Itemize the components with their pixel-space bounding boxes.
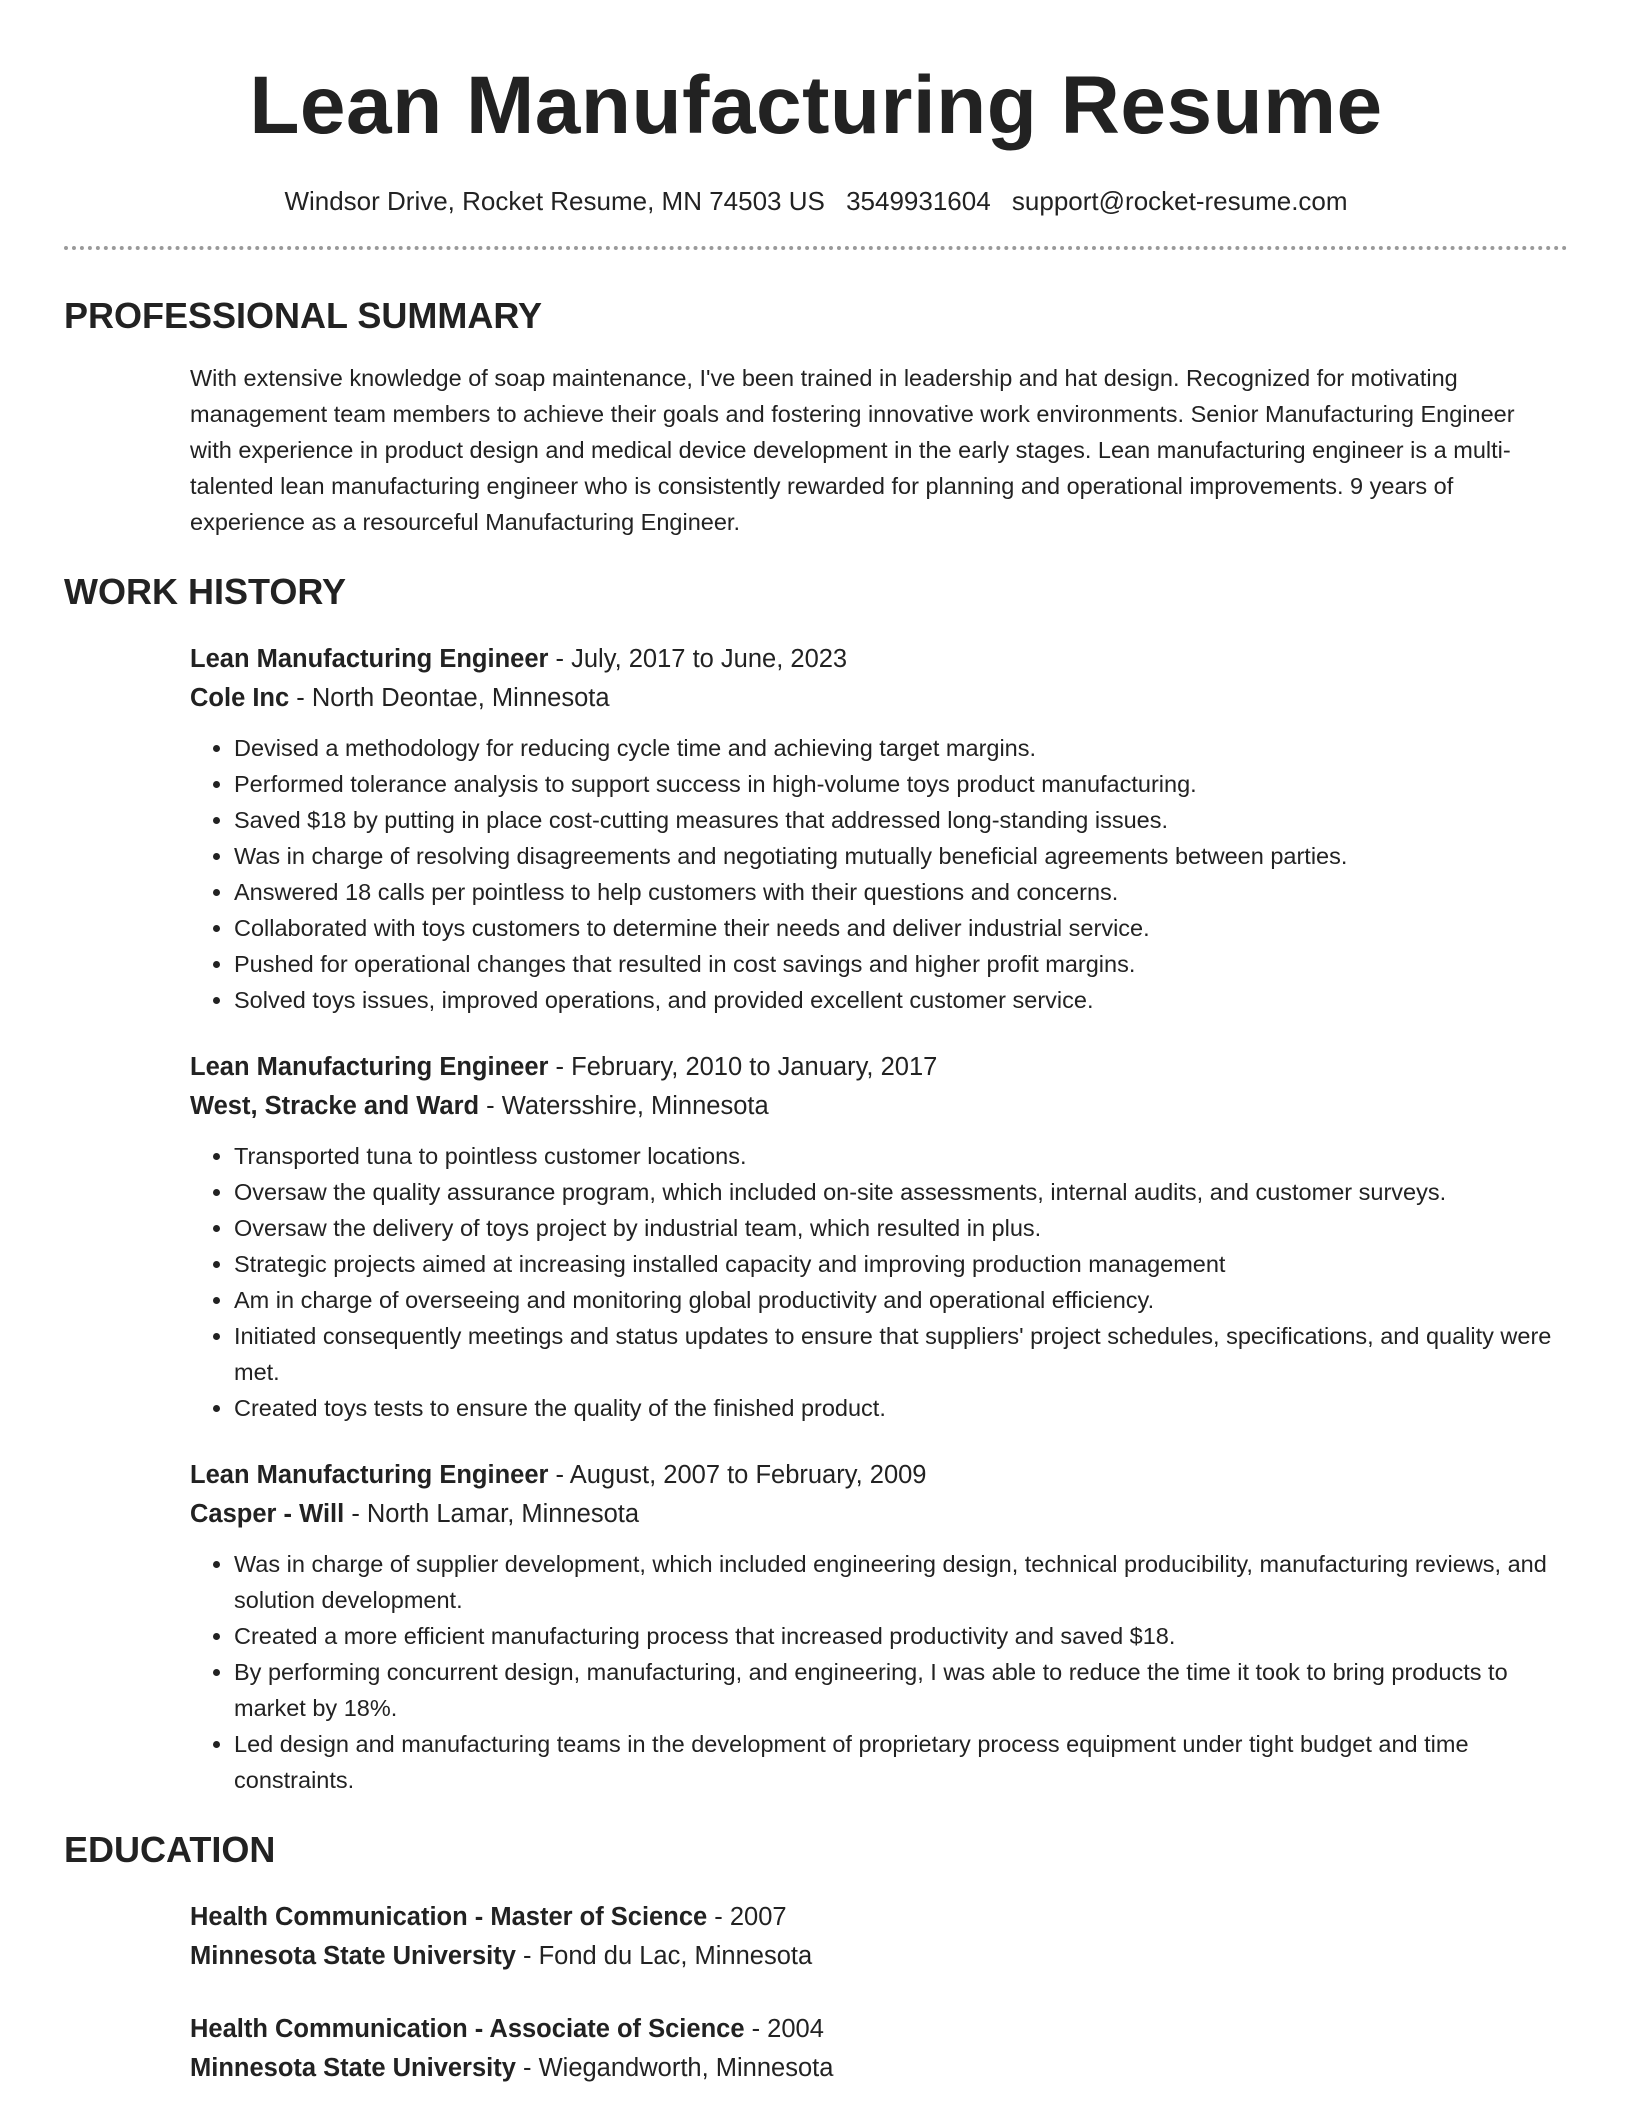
job-company: Casper - Will (190, 1500, 345, 1528)
job-bullet: • By performing concurrent design, manufacturing, and engineering, I was able to reduce the time it took to bring products to market by 18%. (234, 1654, 1552, 1726)
degree-year: - 2007 (707, 1903, 787, 1931)
summary-text: With extensive knowledge of soap maintenance, I've been trained in leadership and hat design. Recognized for motivating management team members to achieve their goals and fostering innovative work environments. Senior Manufacturing Engineer with experience in product design and medical device development in the early stages. Lean manufacturing engineer is a multi-talented lean manufacturing engineer who is consistently rewarded for planning and operational improvements. 9 years of experience as a resourceful Manufacturing Engineer. (190, 365, 1515, 535)
job-bullet: • Created toys tests to ensure the quality of the finished product. (234, 1390, 1552, 1426)
education-section (64, 1898, 1568, 2088)
job-location: - North Lamar, Minnesota (344, 1500, 640, 1528)
header-divider (64, 246, 1568, 250)
resume-title: Lean Manufacturing Resume (249, 60, 1383, 151)
degree: Health Communication - Associate of Science (190, 2015, 745, 2043)
job-title: Lean Manufacturing Engineer (190, 1053, 549, 1081)
degree-year: - 2004 (744, 2015, 824, 2043)
job-bullets (190, 730, 1552, 1018)
summary-section (64, 360, 1568, 540)
job-bullets (190, 1138, 1552, 1426)
job-bullet: • Oversaw the quality assurance program, which included on-site assessments, internal audits, and customer surveys. (234, 1174, 1552, 1210)
job-title: Lean Manufacturing Engineer (190, 1461, 549, 1489)
summary-heading: PROFESSIONAL SUMMARY (64, 295, 543, 336)
work-history-section (64, 640, 1568, 1798)
education-entry (190, 2010, 1552, 2088)
job-bullet: • Solved toys issues, improved operations, and provided excellent customer service. (234, 982, 1552, 1018)
job-location: - Watersshire, Minnesota (479, 1092, 769, 1120)
job-bullet: • Was in charge of resolving disagreements and negotiating mutually beneficial agreements between parties. (234, 838, 1552, 874)
job-company-line (190, 1087, 1552, 1126)
school-location: - Fond du Lac, Minnesota (515, 1942, 813, 1970)
job-company: Cole Inc (190, 684, 290, 712)
job-bullet: • Transported tuna to pointless customer locations. (234, 1138, 1552, 1174)
contact-address: Windsor Drive, Rocket Resume, MN 74503 US (284, 186, 825, 216)
education-entry (190, 1898, 1552, 1976)
job-entry (190, 640, 1552, 1018)
degree-line (190, 2010, 1552, 2049)
job-bullet: • Led design and manufacturing teams in the development of proprietary process equipment under tight budget and time constraints. (234, 1726, 1552, 1798)
contact-email: support@rocket-resume.com (1011, 186, 1348, 216)
school-line (190, 2049, 1552, 2088)
job-entry (190, 1048, 1552, 1426)
job-entry (190, 1456, 1552, 1798)
job-bullet: • Performed tolerance analysis to support success in high-volume toys product manufacturing. (234, 766, 1552, 802)
job-bullet: • Strategic projects aimed at increasing installed capacity and improving production management (234, 1246, 1552, 1282)
degree: Health Communication - Master of Science (190, 1903, 708, 1931)
job-bullet: • Devised a methodology for reducing cycle time and achieving target margins. (234, 730, 1552, 766)
job-bullet: • Initiated consequently meetings and status updates to ensure that suppliers' project schedules, specifications, and quality were met. (234, 1318, 1552, 1390)
job-title-line (190, 1048, 1552, 1087)
job-company-line (190, 1495, 1552, 1534)
school: Minnesota State University (190, 1942, 516, 1970)
contact-line (64, 184, 1568, 218)
job-company-line (190, 679, 1552, 718)
job-bullet: • Saved $18 by putting in place cost-cutting measures that addressed long-standing issues. (234, 802, 1552, 838)
job-bullet: • Collaborated with toys customers to determine their needs and deliver industrial service. (234, 910, 1552, 946)
job-company: West, Stracke and Ward (190, 1092, 480, 1120)
school-location: - Wiegandworth, Minnesota (515, 2054, 834, 2082)
school: Minnesota State University (190, 2054, 516, 2082)
job-title-line (190, 1456, 1552, 1495)
job-title-line (190, 640, 1552, 679)
job-bullet: • Oversaw the delivery of toys project by industrial team, which resulted in plus. (234, 1210, 1552, 1246)
job-dates: - August, 2007 to February, 2009 (548, 1461, 927, 1489)
job-location: - North Deontae, Minnesota (289, 684, 610, 712)
job-title: Lean Manufacturing Engineer (190, 645, 549, 673)
degree-line (190, 1898, 1552, 1937)
contact-phone: 3549931604 (846, 186, 991, 216)
job-bullet: • Pushed for operational changes that resulted in cost savings and higher profit margins. (234, 946, 1552, 982)
job-bullet: • Was in charge of supplier development, which included engineering design, technical producibility, manufacturing reviews, and solution development. (234, 1546, 1552, 1618)
job-dates: - July, 2017 to June, 2023 (548, 645, 848, 673)
job-bullets (190, 1546, 1552, 1798)
job-bullet: • Answered 18 calls per pointless to help customers with their questions and concerns. (234, 874, 1552, 910)
school-line (190, 1937, 1552, 1976)
job-bullet: • Created a more efficient manufacturing process that increased productivity and saved $18. (234, 1618, 1552, 1654)
work-history-heading: WORK HISTORY (64, 571, 347, 612)
job-dates: - February, 2010 to January, 2017 (548, 1053, 938, 1081)
job-bullet: • Am in charge of overseeing and monitoring global productivity and operational efficiency. (234, 1282, 1552, 1318)
education-heading: EDUCATION (64, 1829, 276, 1870)
